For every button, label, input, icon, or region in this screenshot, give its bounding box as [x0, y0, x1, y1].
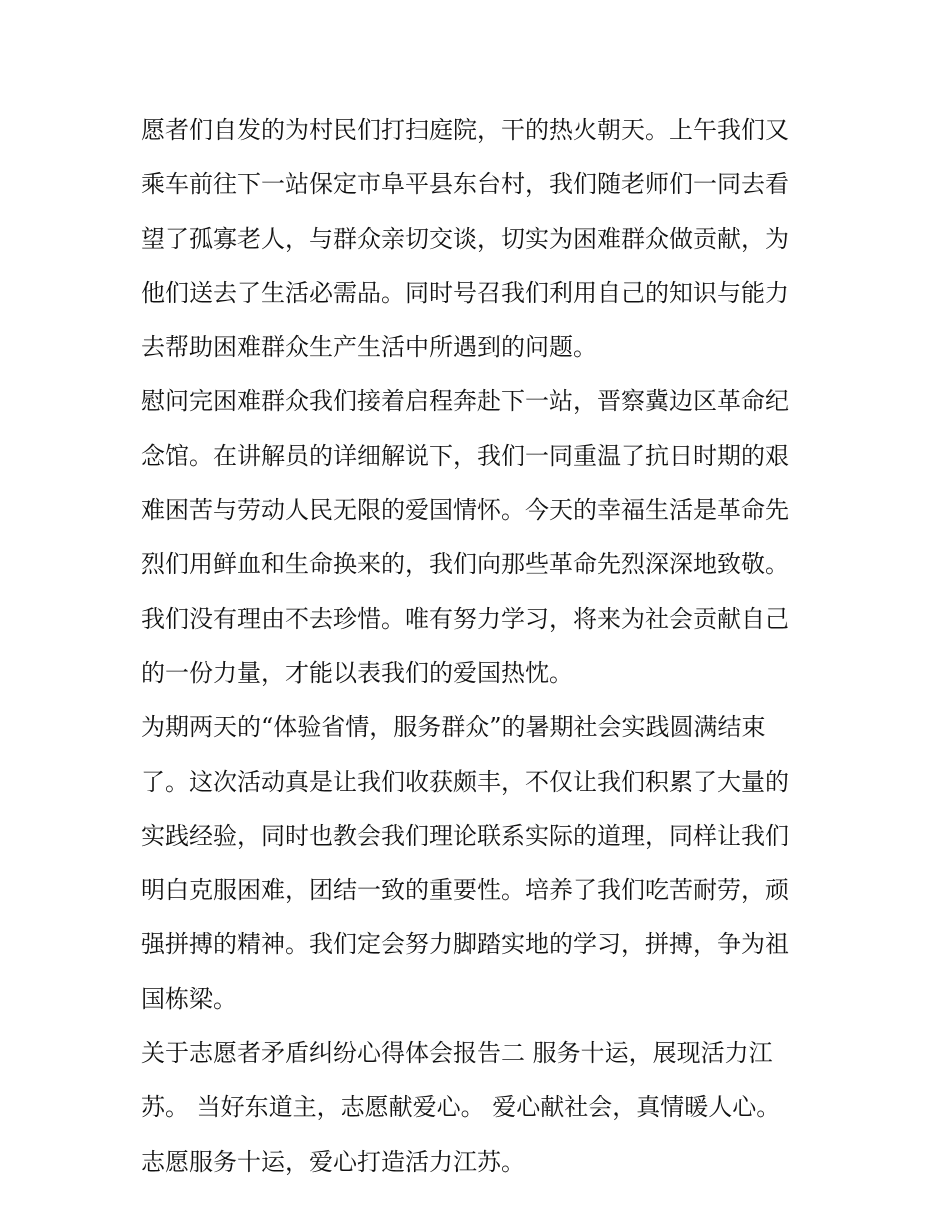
- text-line: 了。这次活动真是让我们收获颇丰，不仅让我们积累了大量的: [141, 767, 789, 796]
- text-line: 苏。 当好东道主，志愿献爱心。 爱心献社会，真情暖人心。: [141, 1093, 781, 1122]
- text-line: 关于志愿者矛盾纠纷心得体会报告二 服务十运，展现活力江: [141, 1039, 773, 1068]
- text-line: 去帮助困难群众生产生活中所遇到的问题。: [141, 333, 597, 362]
- text-line: 烈们用鲜血和生命换来的，我们向那些革命先烈深深地致敬。: [141, 550, 789, 579]
- text-line: 难困苦与劳动人民无限的爱国情怀。今天的幸福生活是革命先: [141, 496, 789, 525]
- text-line: 的一份力量，才能以表我们的爱国热忱。: [141, 658, 573, 687]
- text-line: 实践经验，同时也教会我们理论联系实际的道理，同样让我们: [141, 821, 789, 850]
- text-line: 国栋梁。: [141, 984, 237, 1013]
- text-line: 望了孤寡老人，与群众亲切交谈，切实为困难群众做贡献，为: [141, 224, 789, 253]
- text-line: 为期两天的“体验省情，服务群众”的暑期社会实践圆满结束: [141, 713, 766, 742]
- text-line: 慰问完困难群众我们接着启程奔赴下一站，晋察冀边区革命纪: [141, 387, 789, 416]
- text-line: 明白克服困难，团结一致的重要性。培养了我们吃苦耐劳，顽: [141, 876, 789, 905]
- text-line: 志愿服务十运，爱心打造活力江苏。: [141, 1147, 525, 1176]
- text-line: 他们送去了生活必需品。同时号召我们利用自己的知识与能力: [141, 278, 789, 307]
- text-line: 念馆。在讲解员的详细解说下，我们一同重温了抗日时期的艰: [141, 441, 789, 470]
- text-line: 乘车前往下一站保定市阜平县东台村，我们随老师们一同去看: [141, 170, 789, 199]
- text-line: 愿者们自发的为村民们打扫庭院，干的热火朝天。上午我们又: [141, 116, 789, 144]
- text-line: 强拼搏的精神。我们定会努力脚踏实地的学习，拼搏，争为祖: [141, 930, 789, 959]
- body-text: [141, 103, 821, 1189]
- text-line: 我们没有理由不去珍惜。唯有努力学习，将来为社会贡献自己: [141, 604, 789, 633]
